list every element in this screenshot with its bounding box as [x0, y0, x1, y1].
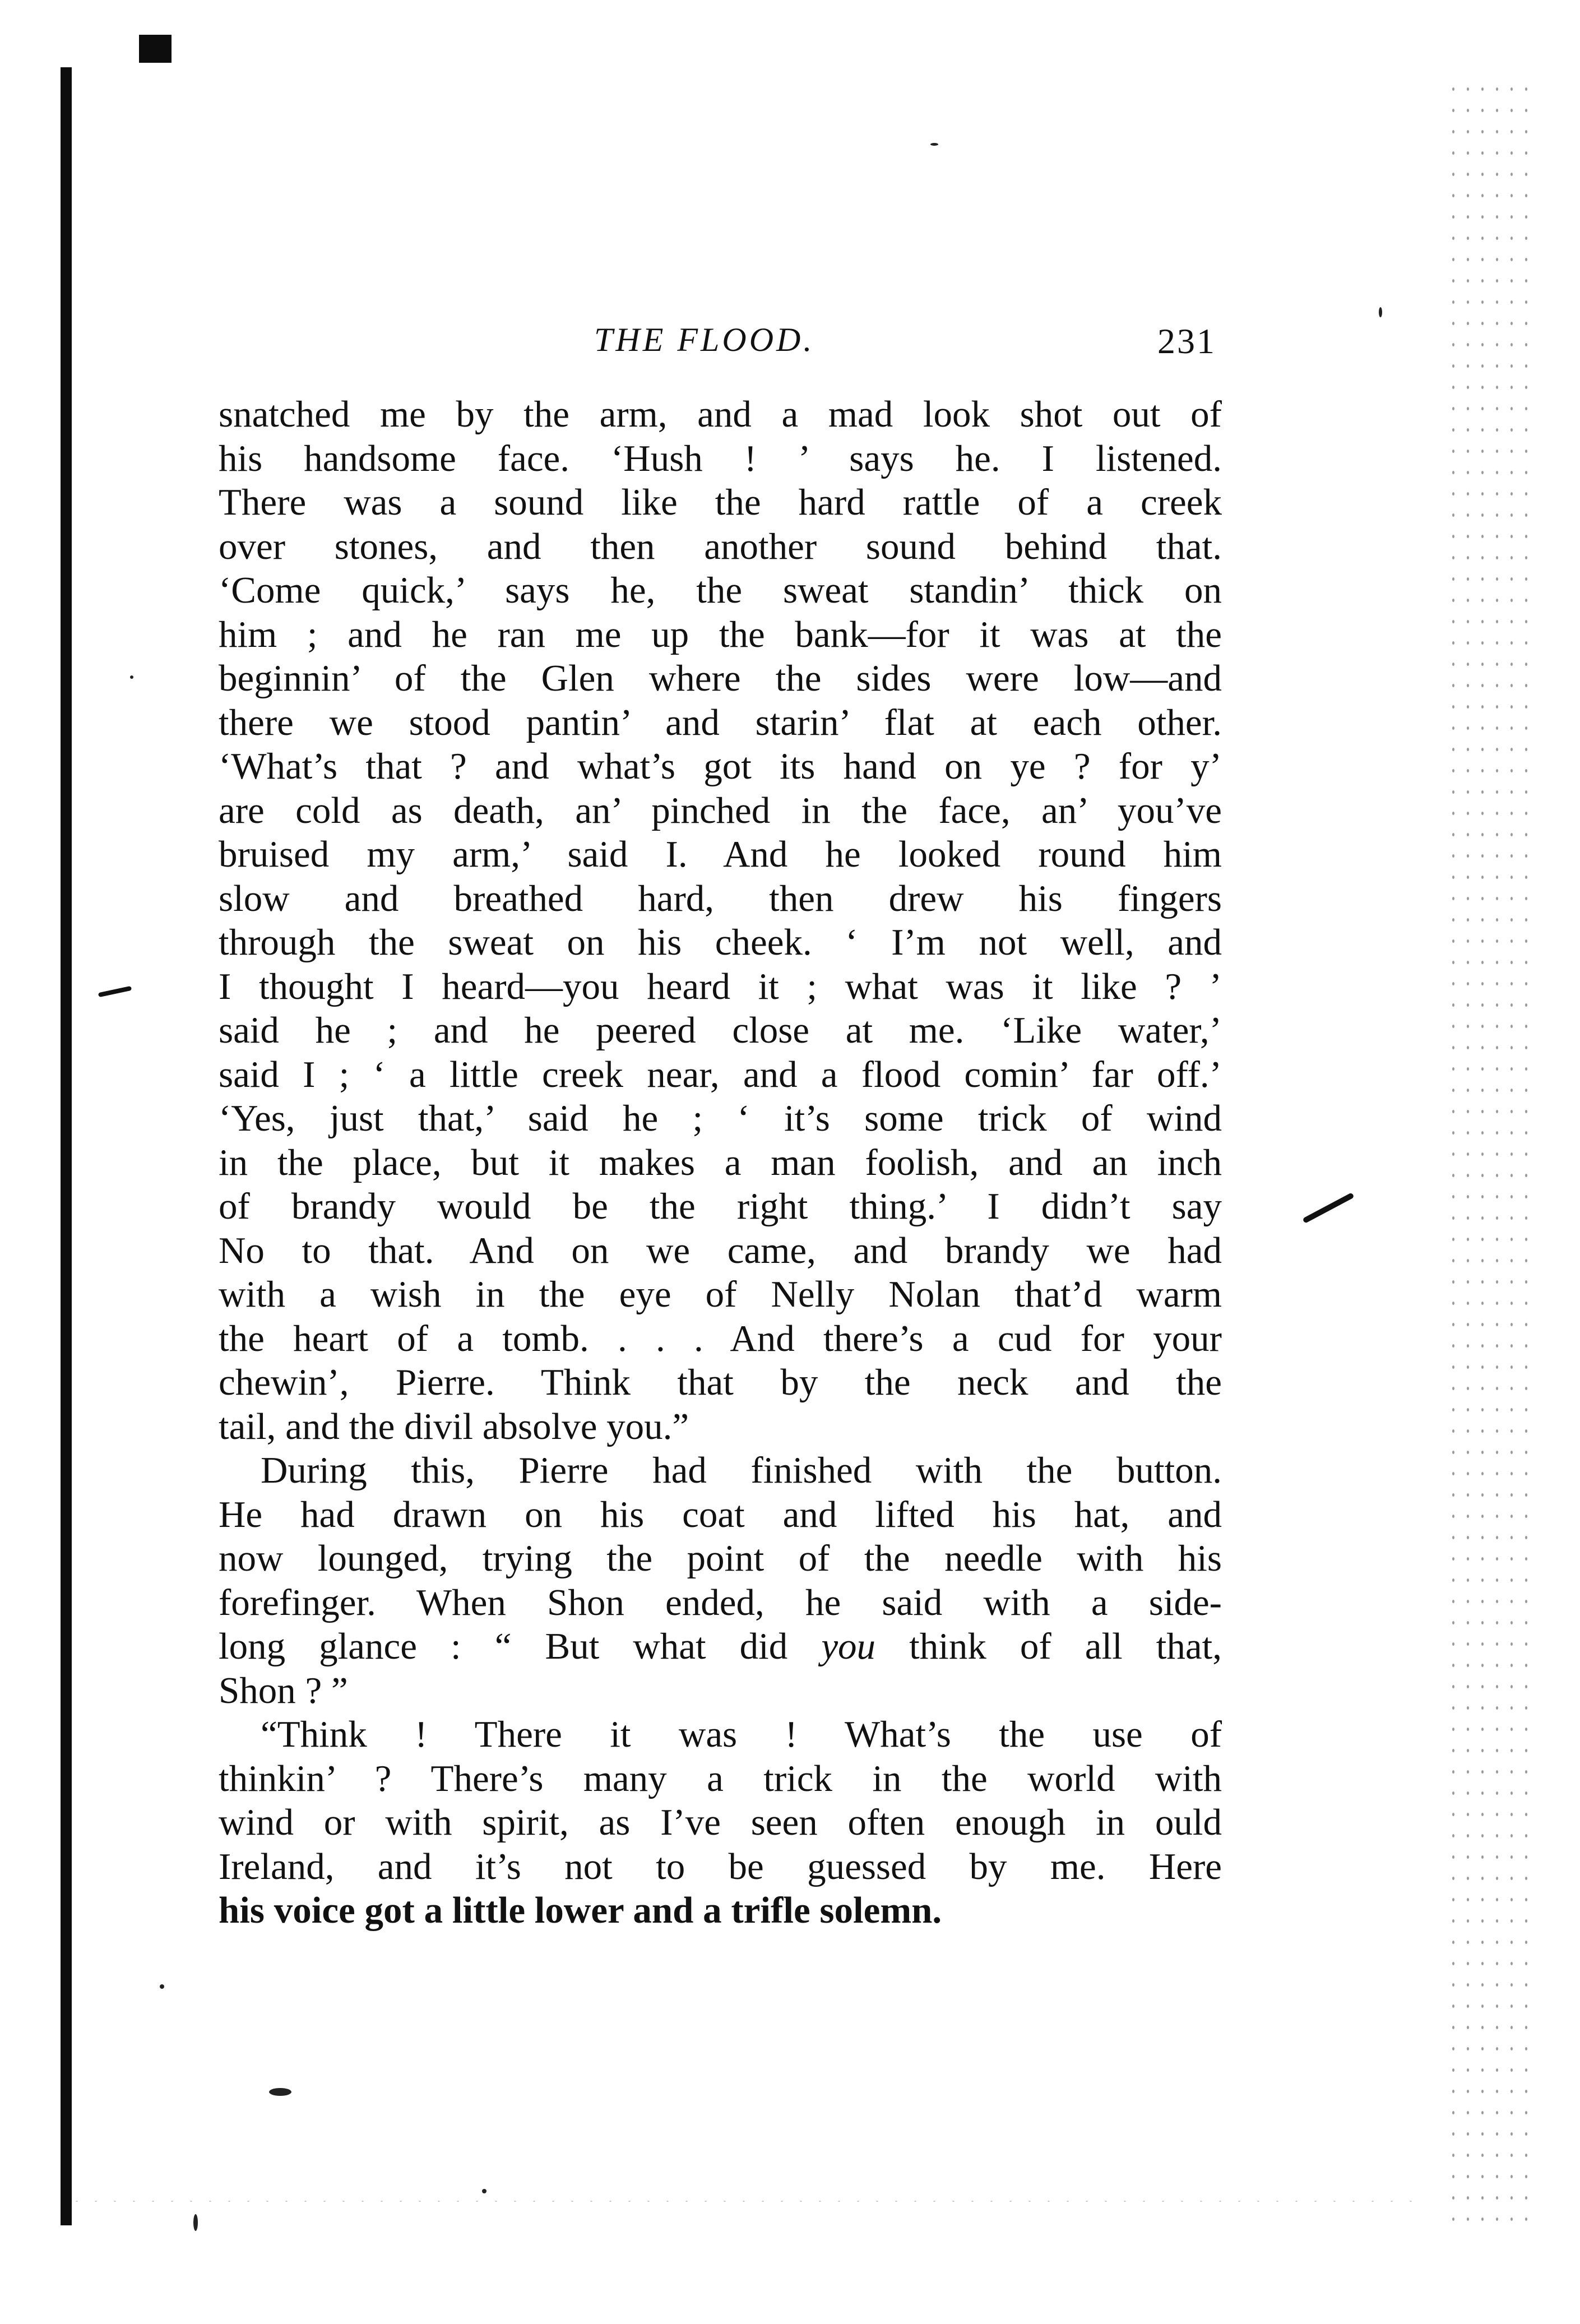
- text-line: [219, 1008, 1222, 1053]
- margin-pencil-mark-left: [98, 986, 132, 997]
- text-line: [219, 744, 1222, 789]
- text-line: [219, 920, 1222, 965]
- text-line-content: through the sweat on his cheek. ‘ I’m not well, and: [219, 922, 1222, 963]
- text-line-content: said I ; ‘ a little creek near, and a flood comin’ far off.’: [219, 1053, 1222, 1095]
- text-line-content: During this, Pierre had finished with the button.: [261, 1450, 1222, 1491]
- text-line: [219, 1360, 1222, 1405]
- text-line-content: I thought I heard—you heard it ; what was it like ? ’: [219, 965, 1222, 1007]
- scan-speck: [930, 143, 938, 146]
- text-line-content: chewin’, Pierre. Think that by the neck and the: [219, 1362, 1222, 1403]
- scan-speck: [1379, 307, 1382, 317]
- text-line: [219, 1757, 1222, 1801]
- text-line-content: He had drawn on his coat and lifted his hat, and: [219, 1493, 1222, 1535]
- text-line-content: “Think ! There it was ! What’s the use of: [261, 1714, 1222, 1755]
- scan-speck: [269, 2088, 291, 2096]
- emphasized-word: you: [787, 1626, 876, 1667]
- text-line-content: snatched me by the arm, and a mad look shot out of: [219, 393, 1222, 435]
- text-line-content: ‘Come quick,’ says he, the sweat standin’ thick on: [219, 570, 1222, 611]
- text-line: [219, 701, 1222, 745]
- text-line-content: tail, and the divil absolve you.”: [219, 1405, 689, 1447]
- text-line-content: said he ; and he peered close at me. ‘Like water,’: [219, 1010, 1222, 1051]
- text-line: [219, 1712, 1222, 1757]
- scan-corner-mark: [139, 35, 172, 63]
- page-body-text: [219, 392, 1222, 1933]
- text-line-content: beginnin’ of the Glen where the sides were low—and: [219, 658, 1222, 699]
- text-line: [219, 1272, 1222, 1317]
- text-line: [219, 1184, 1222, 1229]
- text-line: [219, 480, 1222, 525]
- text-line: [219, 1141, 1222, 1185]
- text-line: [219, 1581, 1222, 1625]
- text-line: [219, 1448, 1222, 1493]
- margin-pencil-mark: [1303, 1192, 1355, 1224]
- text-line: [219, 525, 1222, 569]
- scan-speck: [482, 2189, 486, 2193]
- text-line: [219, 1493, 1222, 1537]
- text-line-content: thinkin’ ? There’s many a trick in the world with: [219, 1757, 1222, 1799]
- text-line: [219, 1229, 1222, 1273]
- text-line: [219, 656, 1222, 701]
- text-line-content: now lounged, trying the point of the needle with his: [219, 1538, 1222, 1579]
- text-line: [219, 1669, 1222, 1713]
- scan-gutter-shadow: [61, 67, 72, 2225]
- text-line: [219, 1053, 1222, 1097]
- text-line-content: slow and breathed hard, then drew his fingers: [219, 877, 1222, 919]
- page-number: 231: [1157, 321, 1216, 361]
- text-line-content: are cold as death, an’ pinched in the face, an’ you’ve: [219, 789, 1222, 831]
- scan-speck: [160, 1984, 164, 1989]
- text-line-continuation: think of all that,: [875, 1626, 1222, 1667]
- text-line-content: wind or with spirit, as I’ve seen often enough in ould: [219, 1802, 1222, 1843]
- text-line: [219, 1888, 1222, 1933]
- text-line-content: there we stood pantin’ and starin’ flat at each other.: [219, 701, 1222, 743]
- text-line: [219, 1800, 1222, 1845]
- text-line-content: with a wish in the eye of Nelly Nolan that’d warm: [219, 1274, 1222, 1315]
- text-line-content: his voice got a little lower and a trifle solemn.: [219, 1890, 942, 1931]
- text-line: [219, 437, 1222, 481]
- text-line: [219, 568, 1222, 613]
- text-line: [219, 1845, 1222, 1889]
- running-head: [219, 314, 1216, 364]
- text-line-content: over stones, and then another sound behind that.: [219, 525, 1222, 567]
- text-line: [219, 392, 1222, 437]
- text-line: [219, 789, 1222, 833]
- text-line: [219, 965, 1222, 1009]
- text-line-content: bruised my arm,’ said I. And he looked round him: [219, 834, 1222, 875]
- text-line: [219, 1536, 1222, 1581]
- scan-bottom-noise: [67, 2197, 1412, 2205]
- text-line-content: long glance : “ But what did: [219, 1626, 788, 1667]
- scan-speck: [193, 2214, 198, 2231]
- text-line: [219, 1096, 1222, 1141]
- running-title: THE FLOOD.: [594, 321, 815, 358]
- text-line: [219, 877, 1222, 921]
- text-line-content: No to that. And on we came, and brandy we had: [219, 1229, 1222, 1271]
- text-line: [219, 832, 1222, 877]
- text-line-content: his handsome face. ‘Hush ! ’ says he. I listened.: [219, 437, 1222, 479]
- text-line-content: There was a sound like the hard rattle of a creek: [219, 482, 1222, 523]
- text-line-content: ‘What’s that ? and what’s got its hand on ye ? for y’: [219, 746, 1222, 787]
- text-line-content: Ireland, and it’s not to be guessed by me. Here: [219, 1845, 1222, 1887]
- text-line: [219, 1405, 1222, 1449]
- text-line: [219, 1624, 1222, 1669]
- text-line-content: in the place, but it makes a man foolish, and an inch: [219, 1141, 1222, 1183]
- text-line-content: Shon ? ”: [219, 1669, 348, 1711]
- text-line-content: of brandy would be the right thing.’ I didn’t say: [219, 1186, 1222, 1227]
- text-line-content: forefinger. When Shon ended, he said with a side-: [219, 1581, 1222, 1623]
- text-line-content: him ; and he ran me up the bank—for it was at the: [219, 613, 1222, 655]
- text-line: [219, 1317, 1222, 1361]
- text-line-content: the heart of a tomb. . . . And there’s a cud for your: [219, 1317, 1222, 1359]
- scan-edge-noise: [1446, 78, 1530, 2231]
- scan-speck: [130, 675, 133, 679]
- text-line-content: ‘Yes, just that,’ said he ; ‘ it’s some trick of wind: [219, 1098, 1222, 1139]
- text-line: [219, 613, 1222, 657]
